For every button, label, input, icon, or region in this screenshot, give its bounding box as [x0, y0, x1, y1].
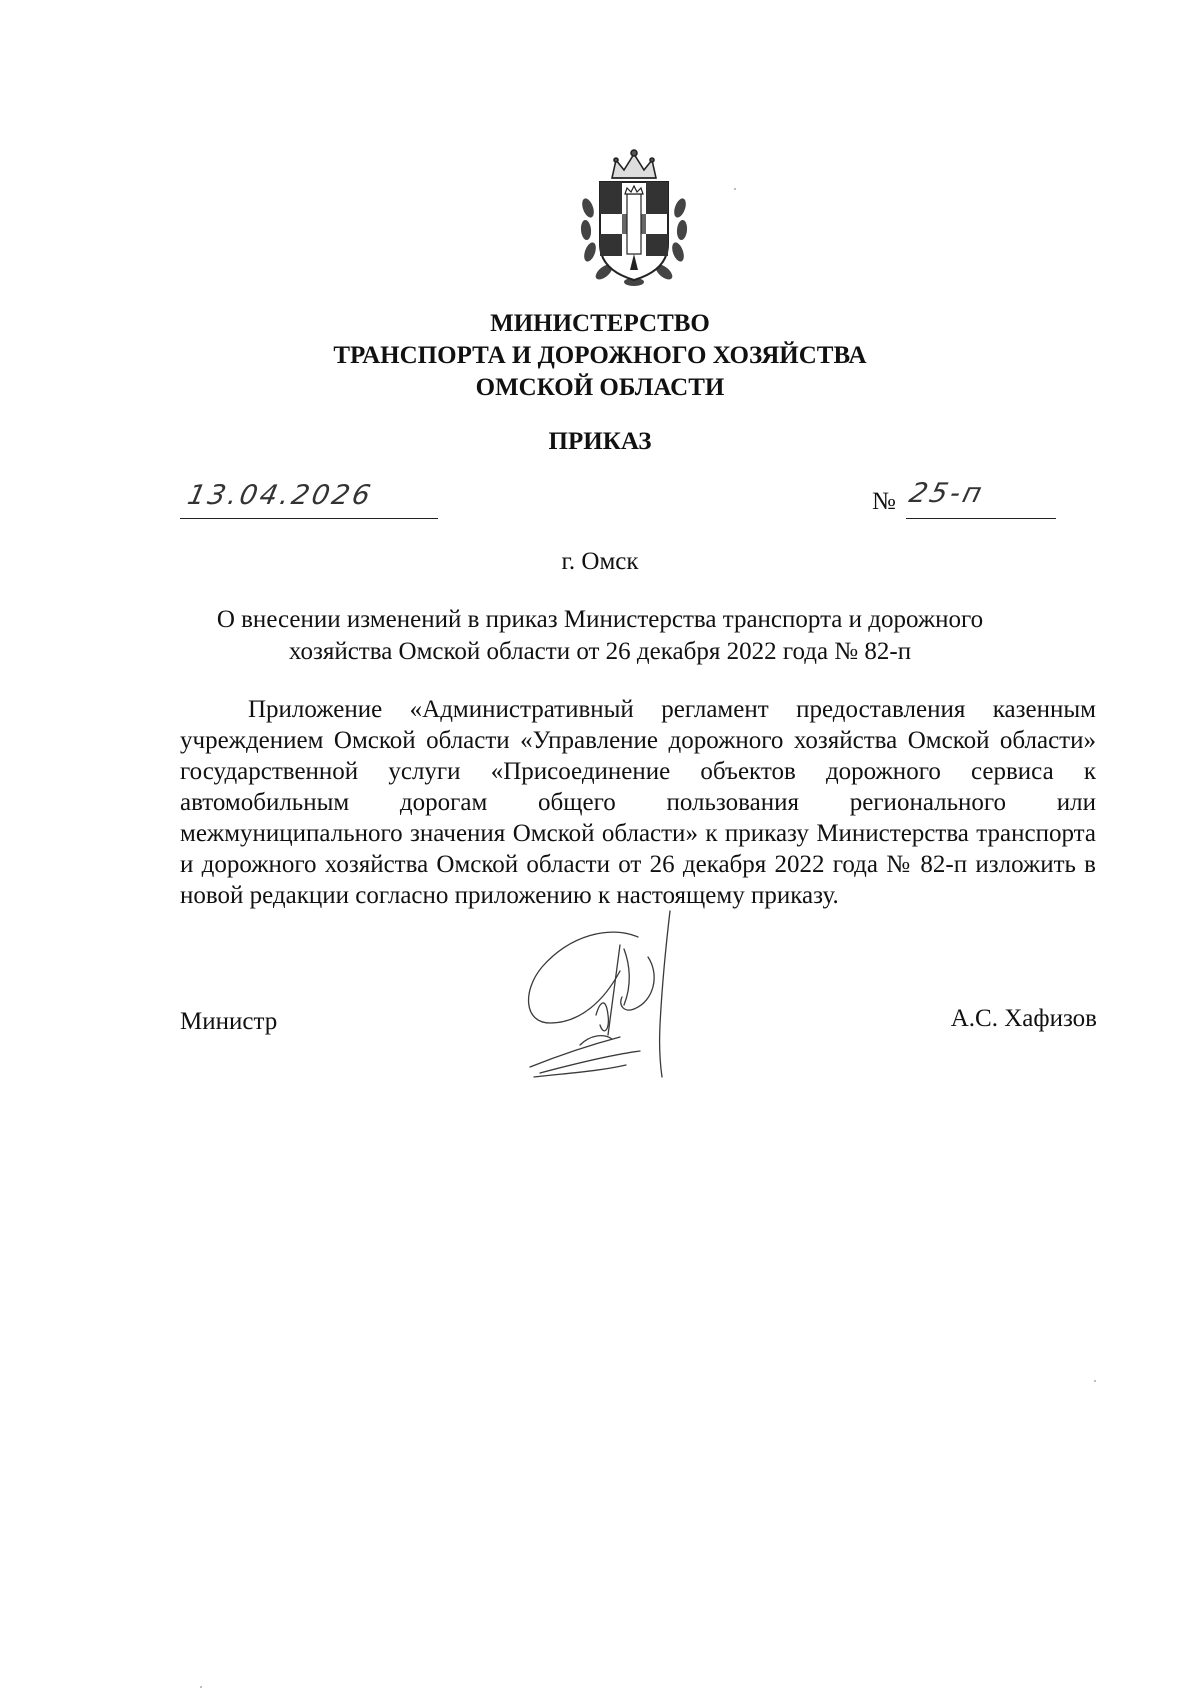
- header-line-2: ТРАНСПОРТА И ДОРОЖНОГО ХОЗЯЙСТВА: [333, 342, 867, 369]
- subject-line-2: хозяйства Омской области от 26 декабря 2022 года № 82-п: [288, 638, 912, 665]
- order-title: ПРИКАЗ: [548, 428, 652, 455]
- order-subject: [0, 604, 1200, 668]
- order-date-field: [180, 478, 438, 519]
- order-number-label: №: [872, 488, 896, 515]
- city-line: г. Омск: [561, 548, 639, 575]
- signer-name: А.С. Хафизов: [950, 1005, 1097, 1032]
- coat-of-arms-icon: [578, 148, 690, 288]
- order-number-field: [906, 478, 1056, 519]
- scan-speck: [1094, 1380, 1096, 1382]
- header-line-1: МИНИСТЕРСТВО: [490, 310, 710, 337]
- order-body-paragraph: Приложение «Административный регламент предоставления казенным учреждением Омской области «Управление дорожного хозяйства Омской области» государственной услуги «Присоединение объектов дорожного сервиса к автомобильным дорогам общего пользования регионального или межмуниципального значения Омской области» к приказу Министерства транспорта и дорожного хозяйства Омской области от 26 декабря 2022 года № 82-п изложить в новой редакции согласно приложению к настоящему приказу.: [180, 696, 1096, 909]
- signer-title: Министр: [180, 1008, 278, 1035]
- subject-line-1: О внесении изменений в приказ Министерства транспорта и дорожного: [216, 606, 984, 633]
- scan-speck: [200, 1686, 202, 1688]
- scan-speck: [734, 188, 736, 190]
- order-number: 25-п: [906, 478, 988, 509]
- signature-icon: [520, 905, 740, 1085]
- header-line-3: ОМСКОЙ ОБЛАСТИ: [475, 374, 725, 401]
- order-date: 13.04.2026: [184, 480, 376, 511]
- ministry-header: [0, 308, 1200, 404]
